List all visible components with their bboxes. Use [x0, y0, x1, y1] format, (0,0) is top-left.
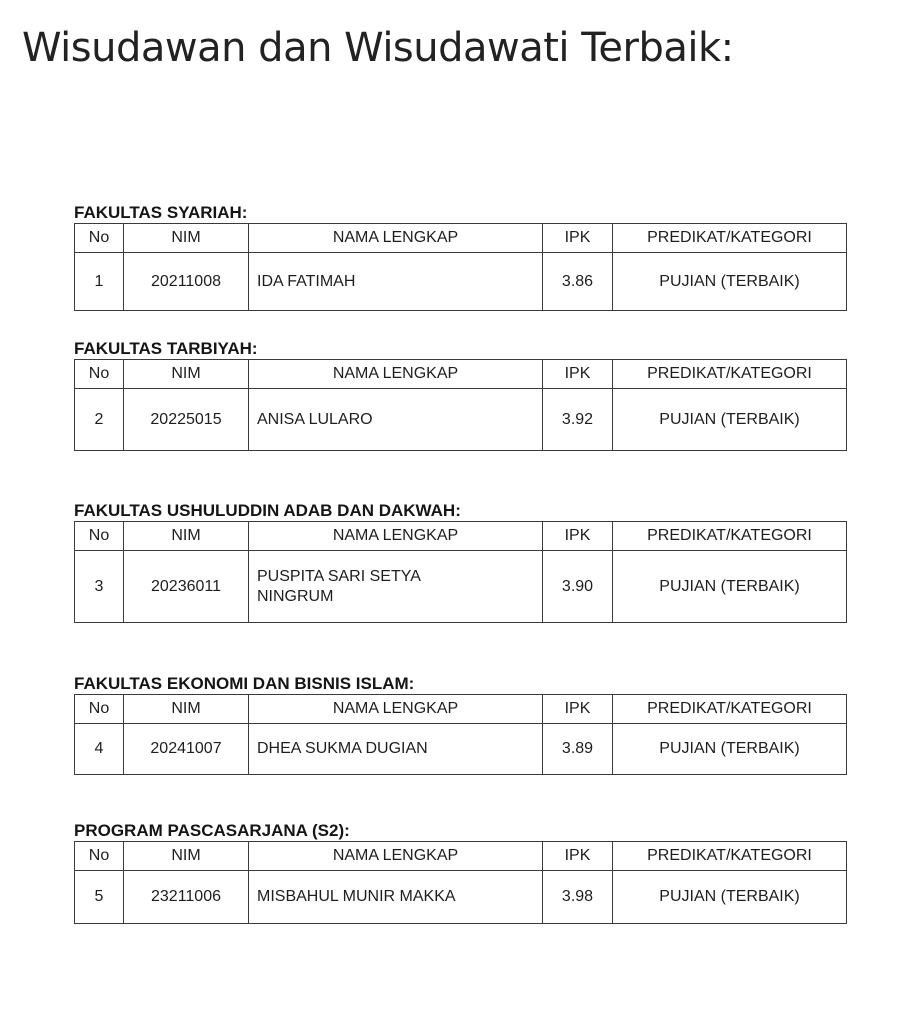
table-row [75, 253, 847, 311]
graduates-table [74, 841, 847, 924]
cell-nama-line: NINGRUM [257, 587, 334, 605]
table-header-row [75, 695, 847, 724]
cell-ipk: 3.86 [543, 253, 613, 311]
cell-nim: 20225015 [124, 389, 249, 451]
header-nim: NIM [124, 522, 249, 551]
header-nama: NAMA LENGKAP [249, 224, 543, 253]
graduates-table [74, 694, 847, 775]
table-row [75, 724, 847, 775]
header-no: No [75, 695, 124, 724]
table-row [75, 871, 847, 924]
cell-nim: 20236011 [124, 551, 249, 623]
cell-predikat: PUJIAN (TERBAIK) [613, 724, 847, 775]
cell-nama: IDA FATIMAH [249, 253, 543, 311]
header-predikat: PREDIKAT/KATEGORI [613, 224, 847, 253]
header-ipk: IPK [543, 695, 613, 724]
table-header-row [75, 360, 847, 389]
cell-no: 5 [75, 871, 124, 924]
header-ipk: IPK [543, 224, 613, 253]
section-heading: FAKULTAS USHULUDDIN ADAB DAN DAKWAH: [74, 501, 461, 520]
cell-predikat: PUJIAN (TERBAIK) [613, 871, 847, 924]
cell-no: 2 [75, 389, 124, 451]
graduates-table [74, 521, 847, 623]
cell-nama: MISBAHUL MUNIR MAKKA [249, 871, 543, 924]
header-predikat: PREDIKAT/KATEGORI [613, 842, 847, 871]
section-fakultas-ushuluddin [74, 501, 846, 623]
header-no: No [75, 360, 124, 389]
section-fakultas-syariah [74, 203, 846, 311]
header-nama: NAMA LENGKAP [249, 360, 543, 389]
header-no: No [75, 842, 124, 871]
cell-predikat: PUJIAN (TERBAIK) [613, 389, 847, 451]
section-program-pascasarjana [74, 821, 846, 924]
section-heading: FAKULTAS EKONOMI DAN BISNIS ISLAM: [74, 674, 415, 693]
header-nim: NIM [124, 695, 249, 724]
cell-ipk: 3.98 [543, 871, 613, 924]
header-predikat: PREDIKAT/KATEGORI [613, 360, 847, 389]
header-ipk: IPK [543, 360, 613, 389]
graduates-table [74, 359, 847, 451]
cell-nim: 20241007 [124, 724, 249, 775]
section-heading: PROGRAM PASCASARJANA (S2): [74, 821, 350, 840]
cell-nama [249, 551, 543, 623]
header-predikat: PREDIKAT/KATEGORI [613, 522, 847, 551]
cell-ipk: 3.90 [543, 551, 613, 623]
table-row [75, 389, 847, 451]
section-heading: FAKULTAS TARBIYAH: [74, 339, 258, 358]
page-title: Wisudawan dan Wisudawati Terbaik: [22, 25, 734, 71]
table-header-row [75, 224, 847, 253]
header-nama: NAMA LENGKAP [249, 522, 543, 551]
header-predikat: PREDIKAT/KATEGORI [613, 695, 847, 724]
header-ipk: IPK [543, 842, 613, 871]
cell-nama-line: PUSPITA SARI SETYA [257, 567, 421, 585]
cell-predikat: PUJIAN (TERBAIK) [613, 253, 847, 311]
section-fakultas-ekonomi [74, 674, 846, 775]
header-no: No [75, 522, 124, 551]
header-no: No [75, 224, 124, 253]
cell-nim: 23211006 [124, 871, 249, 924]
cell-nama: DHEA SUKMA DUGIAN [249, 724, 543, 775]
header-nim: NIM [124, 360, 249, 389]
cell-no: 3 [75, 551, 124, 623]
header-nim: NIM [124, 224, 249, 253]
cell-ipk: 3.89 [543, 724, 613, 775]
cell-no: 1 [75, 253, 124, 311]
header-nama: NAMA LENGKAP [249, 695, 543, 724]
section-fakultas-tarbiyah [74, 339, 846, 451]
section-heading: FAKULTAS SYARIAH: [74, 203, 248, 222]
cell-predikat: PUJIAN (TERBAIK) [613, 551, 847, 623]
cell-no: 4 [75, 724, 124, 775]
header-ipk: IPK [543, 522, 613, 551]
table-row [75, 551, 847, 623]
table-header-row [75, 522, 847, 551]
cell-nama: ANISA LULARO [249, 389, 543, 451]
cell-nim: 20211008 [124, 253, 249, 311]
header-nama: NAMA LENGKAP [249, 842, 543, 871]
cell-ipk: 3.92 [543, 389, 613, 451]
header-nim: NIM [124, 842, 249, 871]
table-header-row [75, 842, 847, 871]
graduates-table [74, 223, 847, 311]
